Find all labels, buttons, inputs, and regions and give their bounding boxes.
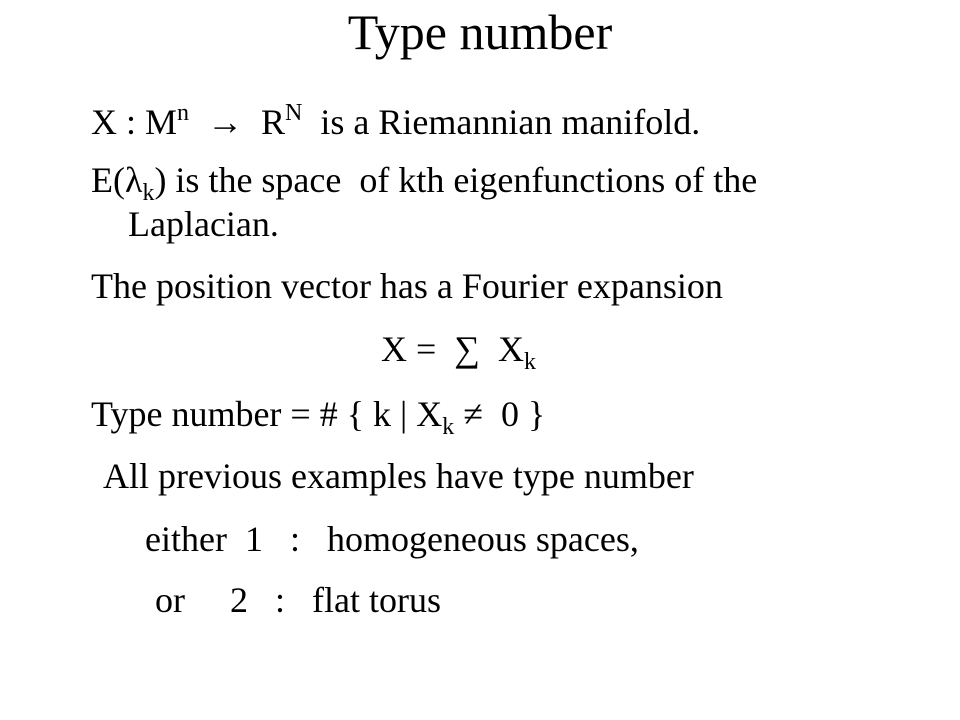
line-fourier: The position vector has a Fourier expansion <box>91 266 723 306</box>
line-previous-examples: All previous examples have type number <box>103 456 694 496</box>
subscript-k: k <box>442 414 455 440</box>
line-manifold-part1: X : M <box>91 102 178 142</box>
subscript-k: k <box>142 180 155 206</box>
superscript-N: N <box>285 100 303 126</box>
line-eigenfunctions <box>91 158 758 206</box>
line-eigen-part2: ) is the space of kth eigenfunctions of the <box>154 160 758 200</box>
equation-sum-text: X = ∑ X <box>381 329 524 369</box>
line-manifold-part3: is a Riemannian manifold. <box>302 102 701 142</box>
line-equation-sum <box>381 327 536 375</box>
line-manifold-part2: → R <box>189 102 286 142</box>
line-eigen-part1: E(λ <box>91 160 143 200</box>
type-number-def-part2: ≠ 0 } <box>454 394 546 434</box>
line-type-number-def <box>91 392 546 440</box>
line-either-1: either 1 : homogeneous spaces, <box>145 519 639 559</box>
slide-title: Type number <box>347 4 613 60</box>
line-laplacian: Laplacian. <box>128 204 279 244</box>
subscript-k: k <box>523 349 536 375</box>
line-or-2: or 2 : flat torus <box>155 580 441 620</box>
superscript-n: n <box>177 100 190 126</box>
line-manifold <box>91 100 700 144</box>
type-number-def-part1: Type number = # { k | X <box>91 394 443 434</box>
